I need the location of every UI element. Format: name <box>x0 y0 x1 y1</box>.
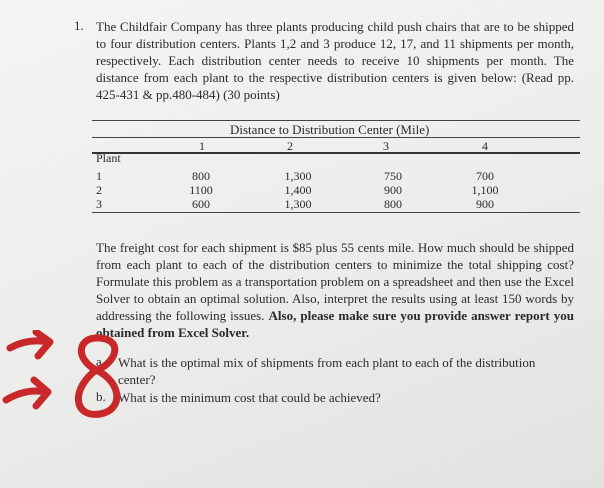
table-cell: 800 <box>384 197 402 211</box>
table-cell: 800 <box>192 169 210 183</box>
item-b-label: b. <box>96 389 106 404</box>
table-cell: 900 <box>476 197 494 211</box>
digit-mark <box>78 338 116 415</box>
table-cell: 1,300 <box>284 169 312 183</box>
table-cell: 1100 <box>189 183 213 197</box>
column-header-3: 3 <box>383 139 389 153</box>
item-b-text: What is the minimum cost that could be achieved? <box>118 390 381 405</box>
table-top-rule <box>92 120 580 121</box>
table-cell: 1,300 <box>284 197 312 211</box>
column-header-2: 2 <box>287 139 293 153</box>
column-header-4: 4 <box>482 139 488 153</box>
plant-id-1: 1 <box>96 169 102 183</box>
item-a-text: What is the optimal mix of shipments from each plant to each of the distribution <box>118 355 536 370</box>
instructions-text: The freight cost for each shipment is $85 plus 55 cents mile. How much should be shipped from each plant to each of the distribution centers to minimize the total shipping cost? Formulate this problem as a transportation problem on a spreadsheet and then use the Excel Solver to obtain an optimal solution. Also, interpret the results using at least 150 words by addressing the following issues. <box>96 240 574 323</box>
row-header: Plant <box>96 151 121 165</box>
table-header-rule <box>92 152 580 154</box>
arrow-icon <box>6 380 48 406</box>
question-intro: The Childfair Company has three plants producing child push chairs that are to be shipped to four distribution centers. Plants 1,2 and 3 produce 12, 17, and 11 shipments per month, respectively. Each distribution center needs to receive 10 shipments per month. The distance from each plant to the respective distribution centers is given below: (Read pp. 425-431 & pp.480-484) (30 points) <box>96 19 574 102</box>
table-bottom-rule <box>92 212 580 213</box>
item-a-text-cont: center? <box>118 372 156 387</box>
item-a-label: a. <box>96 354 106 369</box>
instructions-bold: Also, please make sure you provide answer report you obtained from Excel Solver. <box>96 308 575 340</box>
arrow-icon <box>10 332 50 356</box>
table-cell: 900 <box>384 183 402 197</box>
table-cell: 750 <box>384 169 402 183</box>
handwritten-mark <box>0 330 140 440</box>
instructions-paragraph <box>96 239 574 341</box>
question-number: 1. <box>74 18 84 33</box>
table-cell: 600 <box>192 197 210 211</box>
table-cell: 1,100 <box>471 183 499 197</box>
plant-id-3: 3 <box>96 197 102 211</box>
table-cell: 1,400 <box>284 183 312 197</box>
plant-id-2: 2 <box>96 183 102 197</box>
table-header: Distance to Distribution Center (Mile) <box>230 122 430 137</box>
column-header-1: 1 <box>199 139 205 153</box>
table-cell: 700 <box>476 169 494 183</box>
